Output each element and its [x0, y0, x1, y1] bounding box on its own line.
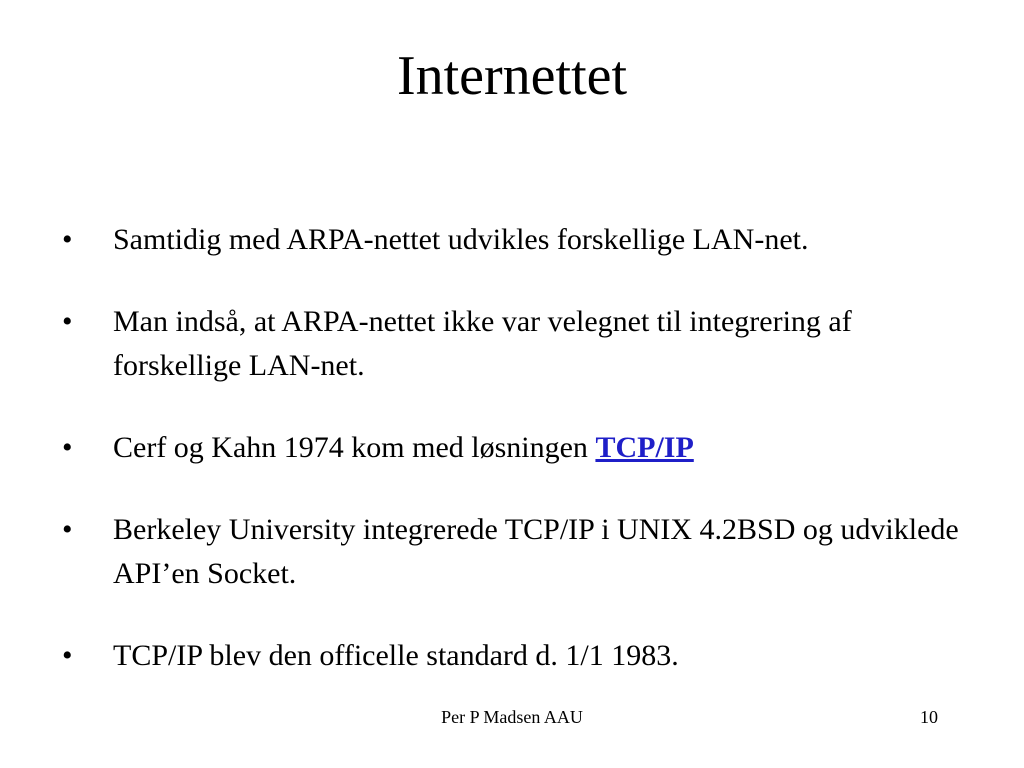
tcp-ip-link[interactable]: TCP/IP: [595, 431, 694, 464]
bullet-text: Samtidig med ARPA-nettet udvikles forskellige LAN-net.: [113, 223, 809, 256]
bullet-icon: •: [62, 223, 73, 256]
bullet-list: [0, 218, 1024, 716]
bullet-item: [0, 426, 1024, 470]
bullet-icon: •: [62, 513, 73, 546]
bullet-icon: •: [62, 305, 73, 338]
bullet-icon: •: [62, 431, 73, 464]
slide-title: Internettet: [396, 45, 628, 107]
page-number: 10: [920, 707, 938, 727]
bullet-text: Cerf og Kahn 1974 kom med løsningen: [113, 431, 596, 464]
footer-author: Per P Madsen AAU: [441, 707, 583, 727]
bullet-item: [0, 508, 1024, 596]
bullet-icon: •: [62, 639, 73, 672]
bullet-item: [0, 300, 1024, 388]
bullet-item: [0, 634, 1024, 678]
bullet-item: [0, 218, 1024, 262]
bullet-text: Man indså, at ARPA-nettet ikke var velegnet til integrering af forskellige LAN-net.: [113, 305, 852, 382]
bullet-text: TCP/IP blev den officelle standard d. 1/1 1983.: [113, 639, 679, 672]
bullet-text: Berkeley University integrerede TCP/IP i UNIX 4.2BSD og udviklede API’en Socket.: [113, 513, 959, 590]
